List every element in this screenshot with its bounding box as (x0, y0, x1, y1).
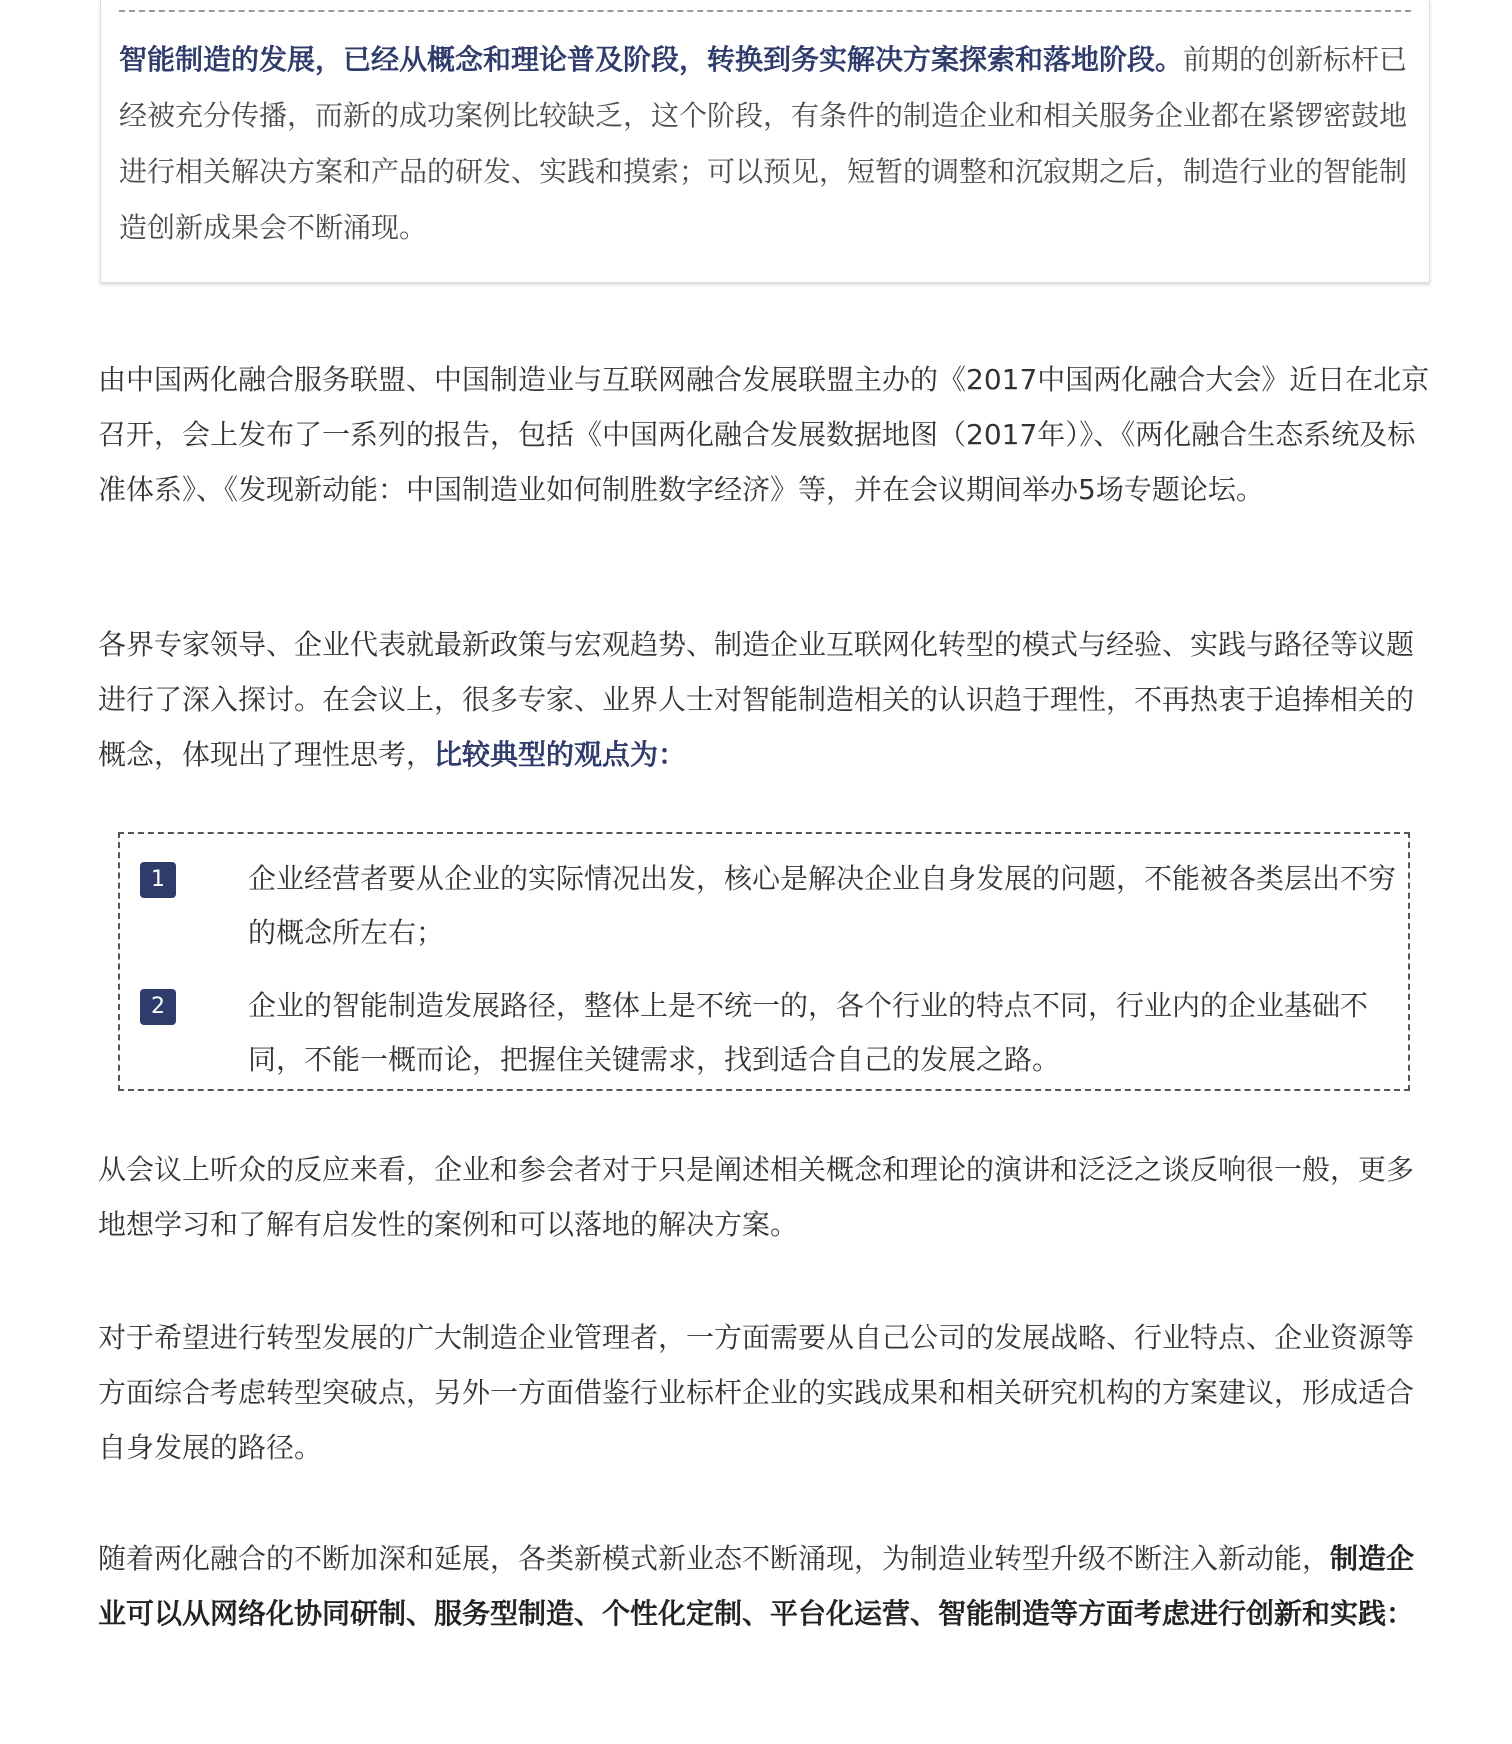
point-text: 企业的智能制造发展路径，整体上是不统一的，各个行业的特点不同，行业内的企业基础不同，不能一概而论，把握住关键需求，找到适合自己的发展之路。 (248, 989, 1369, 1076)
point-number-badge: 2 (140, 989, 176, 1025)
intro-highlight: 智能制造的发展，已经从概念和理论普及阶段，转换到务实解决方案探索和落地阶段。 (119, 43, 1184, 76)
intro-rest: 前期的创新标杆已经被充分传播，而新的成功案例比较缺乏，这个阶段，有条件的制造企业和相关服务企业都在紧锣密鼓地进行相关解决方案和产品的研发、实践和摸索；可以预见，短暂的调整和沉寂期之后，制造行业的智能制造创新成果会不断涌现。 (119, 43, 1408, 244)
point-number-badge: 1 (140, 862, 176, 898)
intro-callout-box (100, 0, 1430, 283)
paragraph-integration-text: 随着两化融合的不断加深和延展，各类新模式新业态不断涌现，为制造业转型升级不断注入新动能， (98, 1542, 1331, 1575)
intro-paragraph (119, 32, 1413, 256)
point-text: 企业经营者要从企业的实际情况出发，核心是解决企业自身发展的问题，不能被各类层出不穷的概念所左右； (248, 862, 1397, 949)
paragraph-audience: 从会议上听众的反应来看，企业和参会者对于只是阐述相关概念和理论的演讲和泛泛之谈反响很一般，更多地想学习和了解有启发性的案例和可以落地的解决方案。 (98, 1153, 1415, 1241)
paragraph-integration (98, 1531, 1432, 1641)
paragraph-integration-bold: 制造企业可以从网络化协同研制、服务型制造、个性化定制、平台化运营、智能制造等方面考虑进行创新和实践： (98, 1542, 1415, 1630)
paragraph-conference: 由中国两化融合服务联盟、中国制造业与互联网融合发展联盟主办的《2017中国两化融合大会》近日在北京召开，会上发布了一系列的报告，包括《中国两化融合发展数据地图（2017年）》、《两化融合生态系统及标准体系》、《发现新动能：中国制造业如何制胜数字经济》等，并在会议期间举办5场专题论坛。 (98, 363, 1430, 506)
paragraph-experts-text: 各界专家领导、企业代表就最新政策与宏观趋势、制造企业互联网化转型的模式与经验、实践与路径等议题进行了深入探讨。在会议上，很多专家、业界人士对智能制造相关的认识趋于理性，不再热衷于追捧相关的概念，体现出了理性思考， (98, 628, 1415, 771)
paragraph-experts (98, 617, 1432, 782)
key-points-box (118, 832, 1410, 1091)
paragraph-managers: 对于希望进行转型发展的广大制造企业管理者，一方面需要从自己公司的发展战略、行业特点、企业资源等方面综合考虑转型突破点，另外一方面借鉴行业标杆企业的实践成果和相关研究机构的方案建议，形成适合自身发展的路径。 (98, 1321, 1415, 1464)
paragraph-experts-highlight: 比较典型的观点为： (434, 738, 687, 771)
dashed-divider (119, 10, 1411, 12)
